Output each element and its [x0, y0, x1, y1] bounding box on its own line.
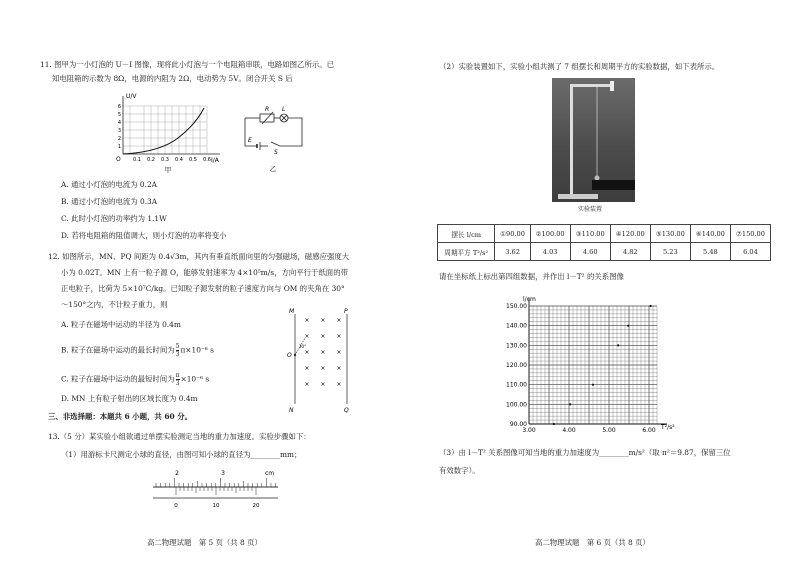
y-tick-label: 120.00 [506, 362, 527, 369]
q12-option-d: D. MN 上有粒子射出的区域长度为 0.4m [61, 394, 198, 403]
q11-line2: 知电阻箱的示数为 8Ω，电源的内阻为 2Ω，电动势为 5V。闭合开关 S 后 [52, 74, 293, 83]
table-cell: 4.60 [570, 243, 610, 261]
ui-xtick: 0.1 [133, 157, 141, 163]
field-mark: × [304, 349, 310, 356]
field-mark: × [336, 317, 342, 324]
circuit-label-S: S [274, 149, 278, 156]
label-N: N [289, 407, 294, 414]
data-point [650, 305, 652, 307]
table-cell: 4.03 [530, 243, 570, 261]
label-Q: Q [344, 407, 349, 414]
table-row-header: 周期平方 T²/s² [438, 243, 495, 261]
q12-line4: ～150°之内，不计粒子重力，则 [61, 300, 168, 309]
caliper-main-label: 3 [221, 470, 225, 477]
y-tick-label: 110.00 [506, 381, 527, 389]
field-mark: × [304, 333, 310, 340]
apparatus-illustration [552, 78, 635, 202]
caliper-unit: cm [265, 470, 275, 477]
ui-ytick: 2 [117, 136, 121, 142]
field-mark: × [336, 333, 342, 340]
q12-option-a: A. 粒子在磁场中运动的半径为 0.4m [61, 320, 181, 329]
q11-option-a: A. 通过小灯泡的电流为 0.2A [61, 180, 157, 189]
label-M: M [289, 308, 295, 315]
field-mark: × [336, 381, 342, 388]
y-tick-label: 150.00 [506, 303, 527, 310]
ui-caption: 甲 [164, 166, 172, 174]
ui-ytick: 3 [117, 128, 121, 134]
vernier-caliper [148, 467, 288, 511]
ui-curve [123, 108, 204, 154]
field-marks [304, 317, 341, 388]
table-cell: 5.23 [650, 243, 690, 261]
chart-x-ticks [522, 427, 656, 434]
table-row-header: 摆长 l/cm [438, 225, 495, 243]
table-cell: 4.82 [610, 243, 650, 261]
ui-xlabel: I/A [211, 157, 219, 164]
x-tick-label: 5.00 [602, 427, 616, 434]
field-mark: × [320, 381, 326, 388]
caliper-main-label: 2 [175, 470, 179, 477]
x-tick-label: 6.00 [642, 427, 656, 434]
q12-line3: 正电粒子，比荷为 5×10⁷C/kg。已知粒子源发射的粒子速度方向与 OM 的夹角在 30° [61, 284, 345, 293]
ui-xtick: 0.2 [147, 157, 155, 163]
label-P: P [344, 308, 348, 315]
section-3-heading: 三、非选择题：本题共 6 小题，共 60 分。 [48, 412, 192, 421]
y-tick-label: 100.00 [506, 401, 527, 409]
table-cell: 5.48 [690, 243, 730, 261]
field-mark: × [304, 317, 310, 324]
circuit-diagram [240, 104, 310, 176]
chart-grid [529, 298, 667, 424]
field-mark: × [336, 365, 342, 372]
ui-ylabel: U/V [126, 93, 137, 100]
ui-xtick: 0.6 [203, 157, 211, 163]
table-cell: 3.62 [495, 243, 530, 261]
field-mark: × [320, 365, 326, 372]
data-point [569, 403, 571, 405]
table-cell: ⑦150.00 [730, 225, 770, 243]
q11-option-c: C. 此时小灯泡的功率约为 1.1W [61, 214, 167, 223]
y-tick-label: 130.00 [506, 342, 527, 350]
field-mark: × [320, 317, 326, 324]
ui-ytick: 1 [117, 144, 121, 150]
step3-line2: 有效数字）。 [439, 466, 480, 475]
y-tick-label: 140.00 [506, 322, 527, 330]
data-table [437, 224, 771, 261]
chart-y-ticks [506, 303, 527, 428]
q11-option-b: B. 通过小灯泡的电流为 0.3A [61, 197, 158, 206]
field-mark: × [320, 333, 326, 340]
caliper-vernier-label: 20 [252, 503, 260, 509]
apparatus-photo [552, 78, 635, 202]
y-tick-label: 90.00 [509, 421, 527, 428]
caliper-vernier-label: 0 [174, 503, 178, 509]
ui-ytick: 4 [117, 120, 121, 126]
q13-intro: 13.（5 分）某实验小组欲通过单摆实验测定当地的重力加速度。实验步骤如下： [48, 432, 311, 441]
graph-paper-chart [489, 292, 694, 442]
step3-line1: （3）由 l－T² 关系图像可知当地的重力加速度为________m/s²（取 π²＝9.87，保留三位 [439, 448, 731, 457]
ui-xtick: 0.5 [189, 157, 197, 163]
table-cell: ②100.00 [530, 225, 570, 243]
circuit-caption: 乙 [269, 165, 277, 173]
circuit-label-L: L [282, 106, 286, 113]
ui-origin: O [116, 156, 121, 163]
step2-text: （2）实验装置如下，实验小组共测了 7 组摆长和周期平方的实验数据，如下表所示。 [439, 62, 720, 71]
table-cell: ①90.00 [495, 225, 530, 243]
angle-label: 30° [299, 344, 307, 349]
table-cell: ④120.00 [610, 225, 650, 243]
field-mark: × [304, 365, 310, 372]
data-point [553, 423, 555, 425]
field-mark: × [304, 381, 310, 388]
table-cell: ⑥140.00 [690, 225, 730, 243]
data-point [617, 344, 619, 346]
q12-option-c: C. 粒子在磁场中运动的最短时间为 $\frac{\pi}{3}$ ×10⁻⁶ s [61, 372, 210, 387]
table-cell: ⑤130.00 [650, 225, 690, 243]
ui-graph [108, 92, 233, 174]
field-mark: × [336, 349, 342, 356]
footer-page-6: 高二物理试题 第 6 页（共 8 页） [535, 538, 650, 547]
data-point [627, 325, 629, 327]
field-mark: × [320, 349, 326, 356]
q12-line2: 小为 0.02T。MN 上有一粒子源 O，能够发射速率为 4×10⁵m/s，方向平行于纸面的带 [61, 268, 348, 277]
ui-graph-grid [123, 106, 207, 154]
caliper-vernier-scale [176, 487, 256, 495]
data-point [592, 384, 594, 386]
circuit-label-E: E [248, 137, 252, 144]
label-O: O [287, 352, 292, 359]
q12-option-b: B. 粒子在磁场中运动的最长时间为 $\frac{5}{3}$ π×10⁻⁶ s [61, 343, 214, 358]
right-page [397, 0, 794, 577]
q11-option-d: D. 若将电阻箱的阻值调大，则小灯泡的功率将变小 [61, 231, 227, 240]
photo-caption: 实验装置 [578, 206, 603, 213]
q13-step1: （1）用游标卡尺测定小球的直径，由图可知小球的直径为________mm； [61, 450, 302, 459]
table-row [438, 243, 771, 261]
table-row [438, 225, 771, 243]
chart-xlabel: T²/s² [661, 424, 675, 431]
instruction-text: 请在坐标纸上标出第四组数据，并作出 l－T² 的关系图像 [439, 272, 624, 281]
chart-ylabel: l/cm [523, 296, 536, 303]
caliper-vernier-label: 10 [212, 503, 220, 509]
x-tick-label: 3.00 [522, 427, 536, 434]
x-tick-label: 4.00 [562, 427, 576, 434]
ui-ytick: 5 [117, 112, 121, 118]
ui-xtick: 0.4 [175, 157, 183, 163]
table-cell: ③110.00 [570, 225, 610, 243]
magnetic-field-figure [285, 308, 355, 416]
table-cell: 6.04 [730, 243, 770, 261]
ui-xtick: 0.3 [161, 157, 169, 163]
q12-line1: 12. 如图所示，MN、PQ 间距为 0.4√3m，其内有垂直纸面向里的匀强磁场，磁感应强度大 [48, 252, 350, 261]
footer-page-5: 高二物理试题 第 5 页（共 8 页） [147, 538, 262, 547]
caliper-main-scale [156, 478, 276, 487]
ui-ytick: 6 [117, 104, 121, 110]
q11-line1: 11. 图甲为一小灯泡的 U－I 图像，现将此小灯泡与一个电阻箱串联，电路如图乙所示。已 [40, 60, 335, 69]
circuit-label-R: R [265, 106, 270, 113]
